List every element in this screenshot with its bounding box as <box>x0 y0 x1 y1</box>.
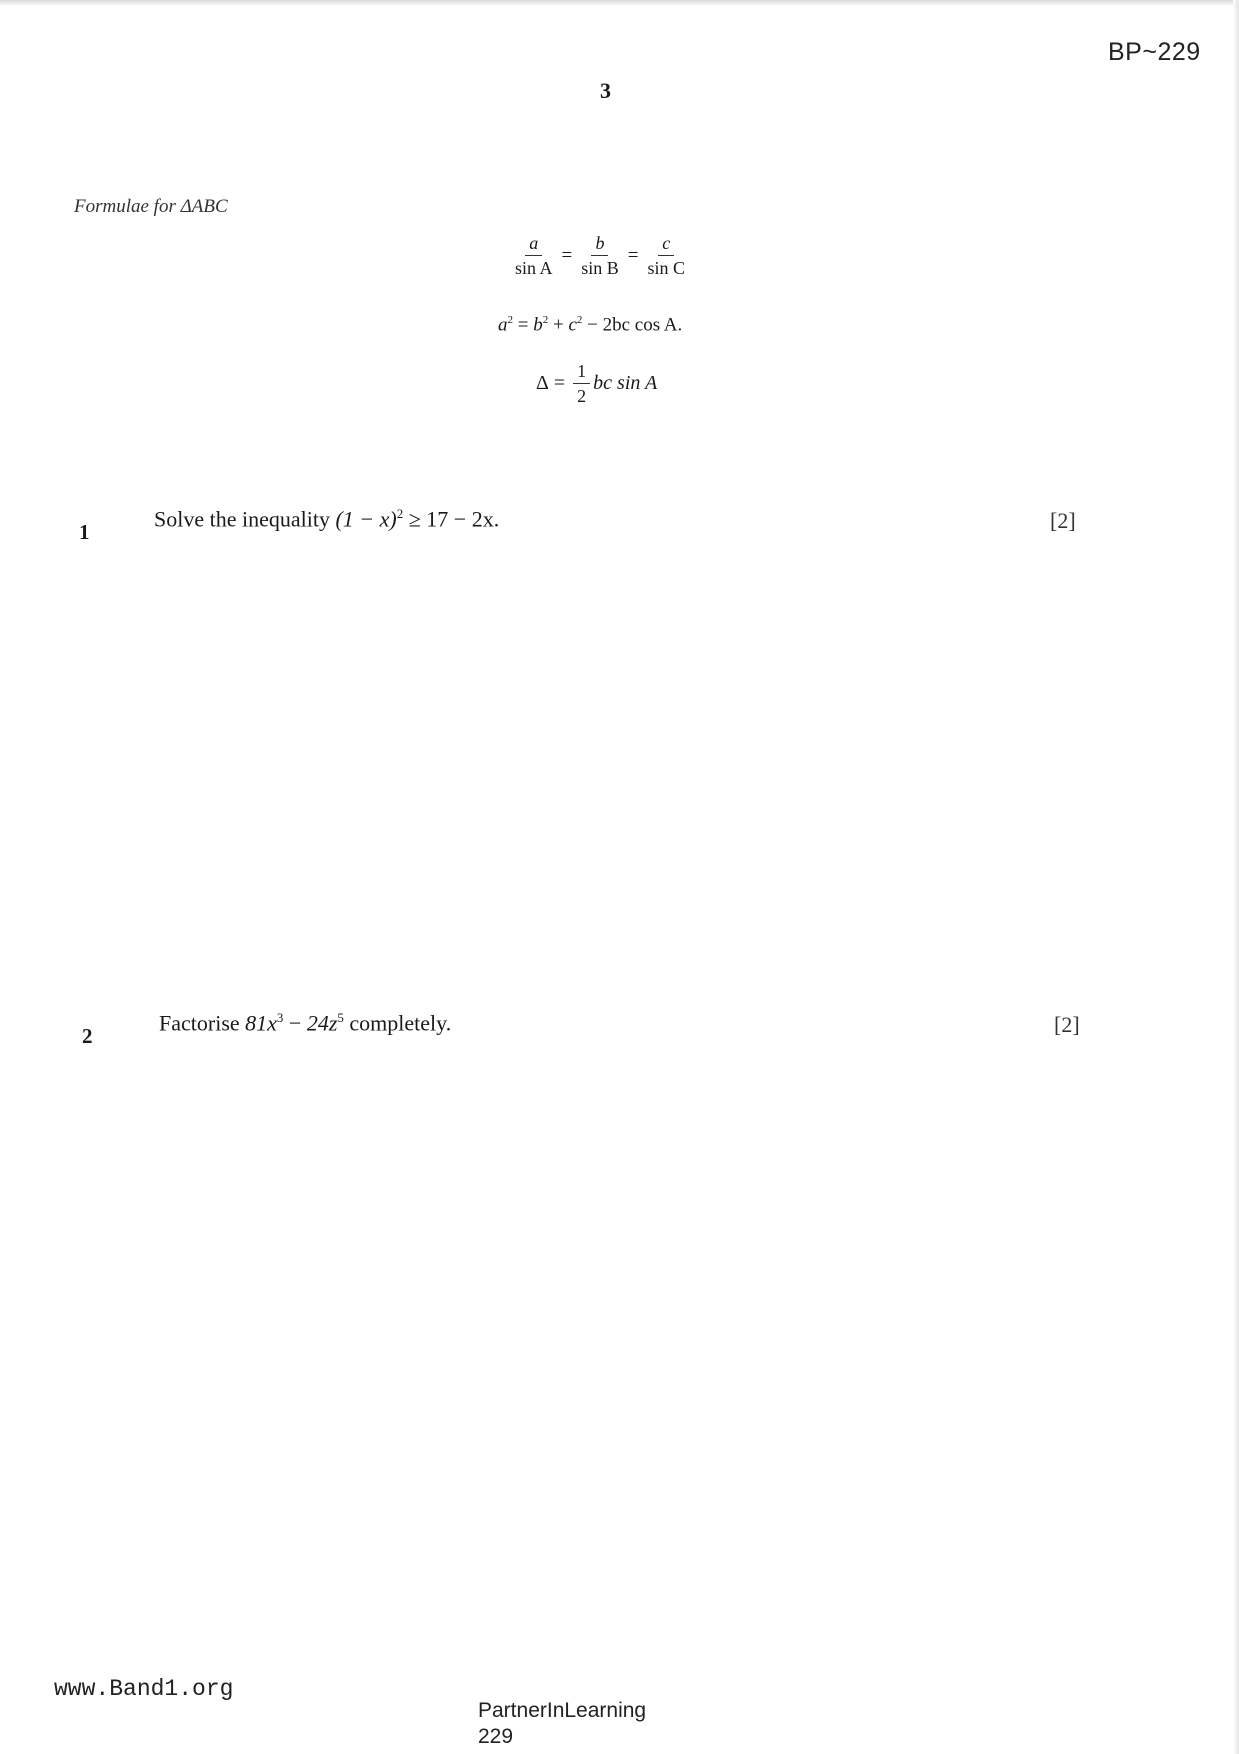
fraction-b <box>577 232 623 279</box>
scan-edge-top <box>0 0 1239 6</box>
fraction-denominator: sin A <box>515 258 553 278</box>
formula-heading: Formulae for ΔABC <box>74 196 228 217</box>
equals-sign: = <box>627 244 639 266</box>
scan-edge-right <box>1233 0 1239 1754</box>
exponent: 3 <box>276 1010 284 1025</box>
delta-symbol: Δ <box>536 372 549 394</box>
exponent: 2 <box>542 314 549 326</box>
fraction-denominator: sin B <box>581 258 619 278</box>
question-prefix: Factorise <box>159 1010 246 1036</box>
question-prefix: Solve the inequality <box>154 506 336 532</box>
cosine-rule-tail: − 2bc cos A. <box>582 314 683 336</box>
variable-c: c <box>568 314 577 336</box>
header-code: BP~229 <box>1108 38 1201 66</box>
exponent: 2 <box>576 314 583 326</box>
area-formula-tail: bc sin A <box>593 372 658 394</box>
footer-url: www.Band1.org <box>54 1676 234 1702</box>
variable-b: b <box>533 314 543 336</box>
fraction-a <box>511 232 557 279</box>
question-marks: [2] <box>1054 1012 1080 1037</box>
footer-watermark-text: PartnerInLearning <box>478 1699 647 1722</box>
footer-watermark-cut-text: 229 <box>478 1725 514 1748</box>
fraction-c <box>643 232 689 279</box>
question-suffix: . <box>493 506 500 532</box>
expression-tail: ≥ 17 − 2x <box>403 506 494 532</box>
question-text <box>154 506 499 532</box>
fraction-numerator: a <box>525 232 542 256</box>
question-marks: [2] <box>1050 508 1076 533</box>
equals-sign: = <box>513 314 534 336</box>
footer-watermark <box>478 1698 647 1748</box>
question-number: 1 <box>79 520 90 544</box>
variable-a: a <box>498 314 508 336</box>
exponent: 5 <box>337 1010 344 1025</box>
expression-term: 81x <box>245 1010 277 1036</box>
plus-sign: + <box>548 314 569 336</box>
question-suffix: completely. <box>343 1010 452 1036</box>
fraction-denominator: 2 <box>577 386 587 406</box>
question-number: 2 <box>82 1024 93 1048</box>
minus-sign: − <box>283 1010 307 1036</box>
fraction-numerator: c <box>658 232 674 256</box>
expression-base: (1 − x) <box>335 506 397 532</box>
page-number: 3 <box>600 78 611 103</box>
sine-rule-formula <box>508 232 692 279</box>
equals-sign: = <box>561 244 573 266</box>
question-text <box>159 1010 451 1036</box>
exponent: 2 <box>396 506 404 521</box>
equals-sign: = <box>548 372 571 394</box>
fraction-half <box>573 360 590 407</box>
fraction-numerator: 1 <box>573 360 590 384</box>
fraction-numerator: b <box>591 232 608 256</box>
exponent: 2 <box>507 314 513 326</box>
area-formula <box>536 360 657 407</box>
expression-term: 24z <box>306 1010 338 1036</box>
cosine-rule-formula <box>498 314 682 336</box>
fraction-denominator: sin C <box>647 258 685 278</box>
